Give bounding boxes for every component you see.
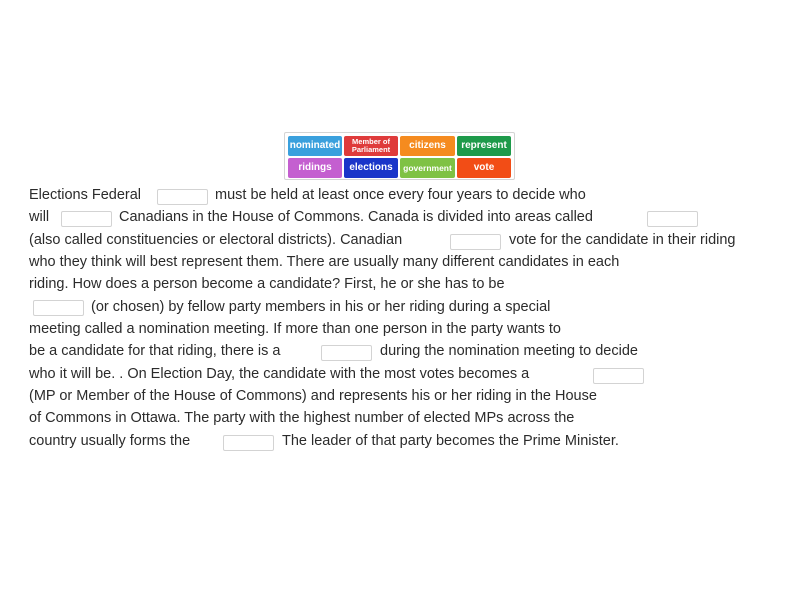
answer-blank-1[interactable] (157, 189, 208, 205)
passage-text: must be held at least once every four years to decide who (215, 187, 586, 203)
passage-text: (also called constituencies or electoral districts). Canadian (29, 232, 403, 248)
chip-label: ridings (298, 162, 332, 173)
chip-label: Member of Parliament (351, 137, 391, 154)
passage-text: during the nomination meeting to decide (380, 343, 638, 359)
chip-label: government (403, 162, 452, 173)
chip-label: nominated (289, 140, 341, 151)
answer-blank-6[interactable] (321, 345, 372, 361)
answer-blank-4[interactable] (450, 234, 501, 250)
passage-text: who they think will best represent them. There are usually many different candidates in each (29, 254, 620, 270)
chip-label: vote (473, 162, 495, 173)
passage-text: will (29, 209, 50, 225)
passage-text: who it will be. . On Election Day, the candidate with the most votes becomes a (29, 366, 530, 382)
passage-text: The leader of that party becomes the Prime Minister. (282, 433, 619, 449)
passage-text: country usually forms the (29, 433, 191, 449)
chip-label: represent (461, 140, 507, 151)
answer-blank-8[interactable] (223, 435, 274, 451)
answer-blank-7[interactable] (593, 368, 644, 384)
answer-blank-5[interactable] (33, 300, 84, 316)
passage-text: Elections Federal (29, 187, 142, 203)
chip-label: citizens (409, 140, 446, 151)
passage-text: (or chosen) by fellow party members in his or her riding during a special (91, 299, 551, 315)
passage-text: vote for the candidate in their riding (509, 232, 736, 248)
passage-text: meeting called a nomination meeting. If more than one person in the party wants to (29, 321, 561, 337)
passage-text: (MP or Member of the House of Commons) and represents his or her riding in the House (29, 388, 597, 404)
chip-label: elections (349, 162, 393, 173)
passage-text: Canadians in the House of Commons. Canada is divided into areas called (119, 209, 593, 225)
answer-blank-3[interactable] (647, 211, 698, 227)
answer-blank-2[interactable] (61, 211, 112, 227)
passage-text: riding. How does a person become a candidate? First, he or she has to be (29, 276, 505, 292)
passage-text: be a candidate for that riding, there is a (29, 343, 281, 359)
passage-text: of Commons in Ottawa. The party with the highest number of elected MPs across the (29, 410, 575, 426)
